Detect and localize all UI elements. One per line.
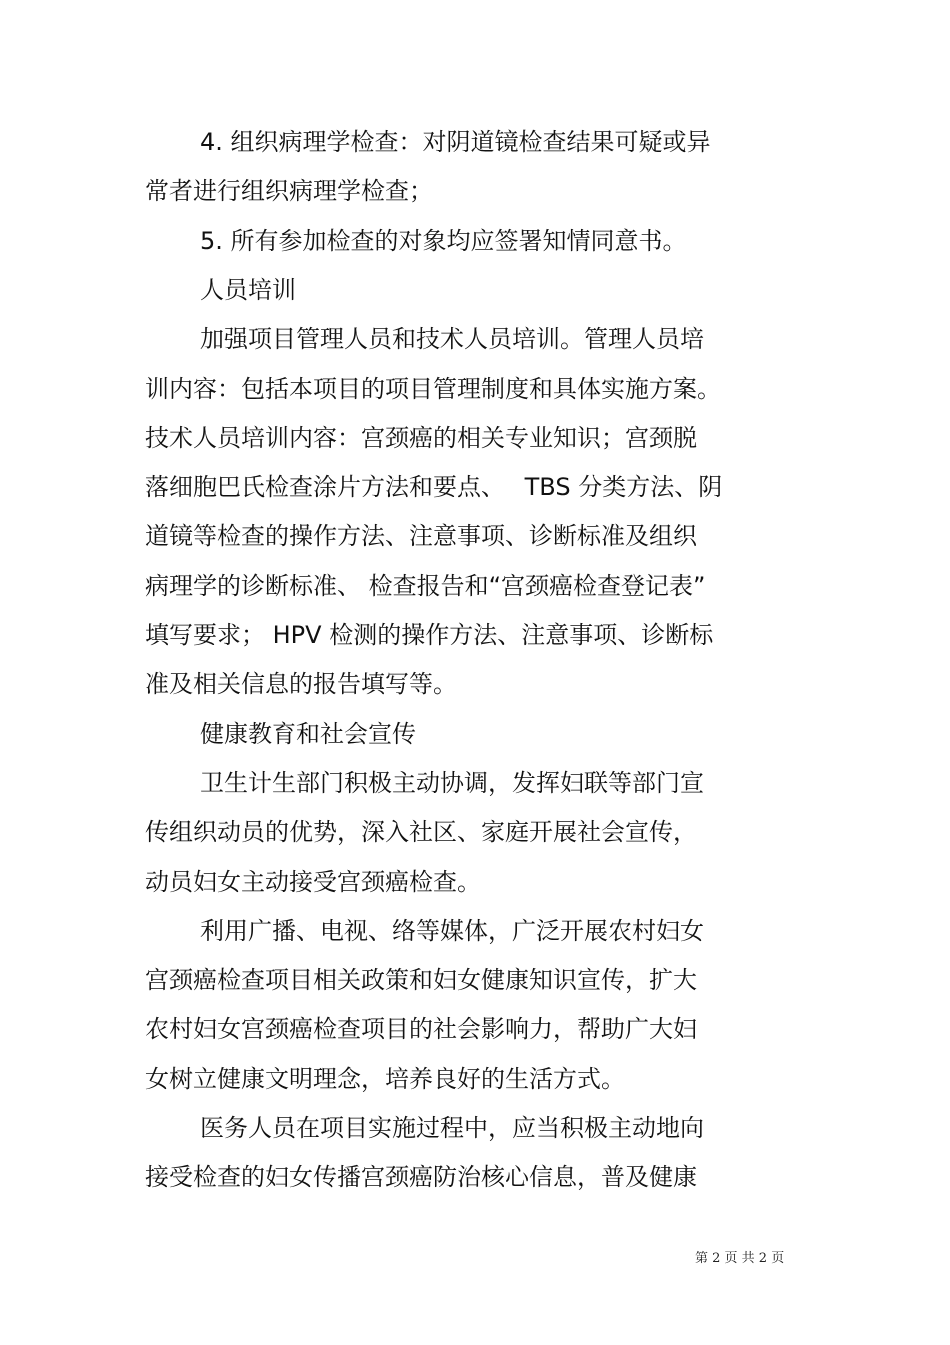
- text-line: 宫颈癌检查项目相关政策和妇女健康知识宣传，扩大: [145, 966, 697, 994]
- text-line: 4. 组织病理学检查：对阴道镜检查结果可疑或异: [200, 128, 711, 156]
- text-line: 女树立健康文明理念，培养良好的生活方式。: [145, 1065, 625, 1093]
- text-line: 病理学的诊断标准、 检查报告和“宫颈癌检查登记表”: [145, 572, 706, 600]
- text-line: 卫生计生部门积极主动协调，发挥妇联等部门宣: [200, 769, 704, 797]
- text-line: 农村妇女宫颈癌检查项目的社会影响力，帮助广大妇: [145, 1015, 697, 1043]
- text-line: 技术人员培训内容：宫颈癌的相关专业知识；宫颈脱: [145, 424, 697, 452]
- text-line: 传组织动员的优势，深入社区、家庭开展社会宣传，: [145, 818, 697, 846]
- text-line: 填写要求； HPV 检测的操作方法、注意事项、诊断标: [145, 621, 714, 649]
- text-line: 医务人员在项目实施过程中，应当积极主动地向: [200, 1114, 704, 1142]
- text-line: 训内容：包括本项目的项目管理制度和具体实施方案。: [145, 375, 721, 403]
- text-line: 加强项目管理人员和技术人员培训。管理人员培: [200, 325, 704, 353]
- text-line: 落细胞巴氏检查涂片方法和要点、 TBS 分类方法、阴: [145, 473, 723, 501]
- text-line: 动员妇女主动接受宫颈癌检查。: [145, 868, 481, 896]
- text-line: 准及相关信息的报告填写等。: [145, 670, 457, 698]
- text-line: 人员培训: [200, 276, 296, 304]
- text-line: 利用广播、电视、络等媒体，广泛开展农村妇女: [200, 917, 704, 945]
- page-footer: 第 2 页 共 2 页: [695, 1251, 785, 1266]
- text-line: 健康教育和社会宣传: [200, 720, 416, 748]
- text-line: 常者进行组织病理学检查；: [145, 177, 433, 205]
- text-line: 道镜等检查的操作方法、注意事项、诊断标准及组织: [145, 522, 697, 550]
- text-line: 接受检查的妇女传播宫颈癌防治核心信息，普及健康: [145, 1163, 697, 1191]
- text-line: 5. 所有参加检查的对象均应签署知情同意书。: [200, 227, 687, 255]
